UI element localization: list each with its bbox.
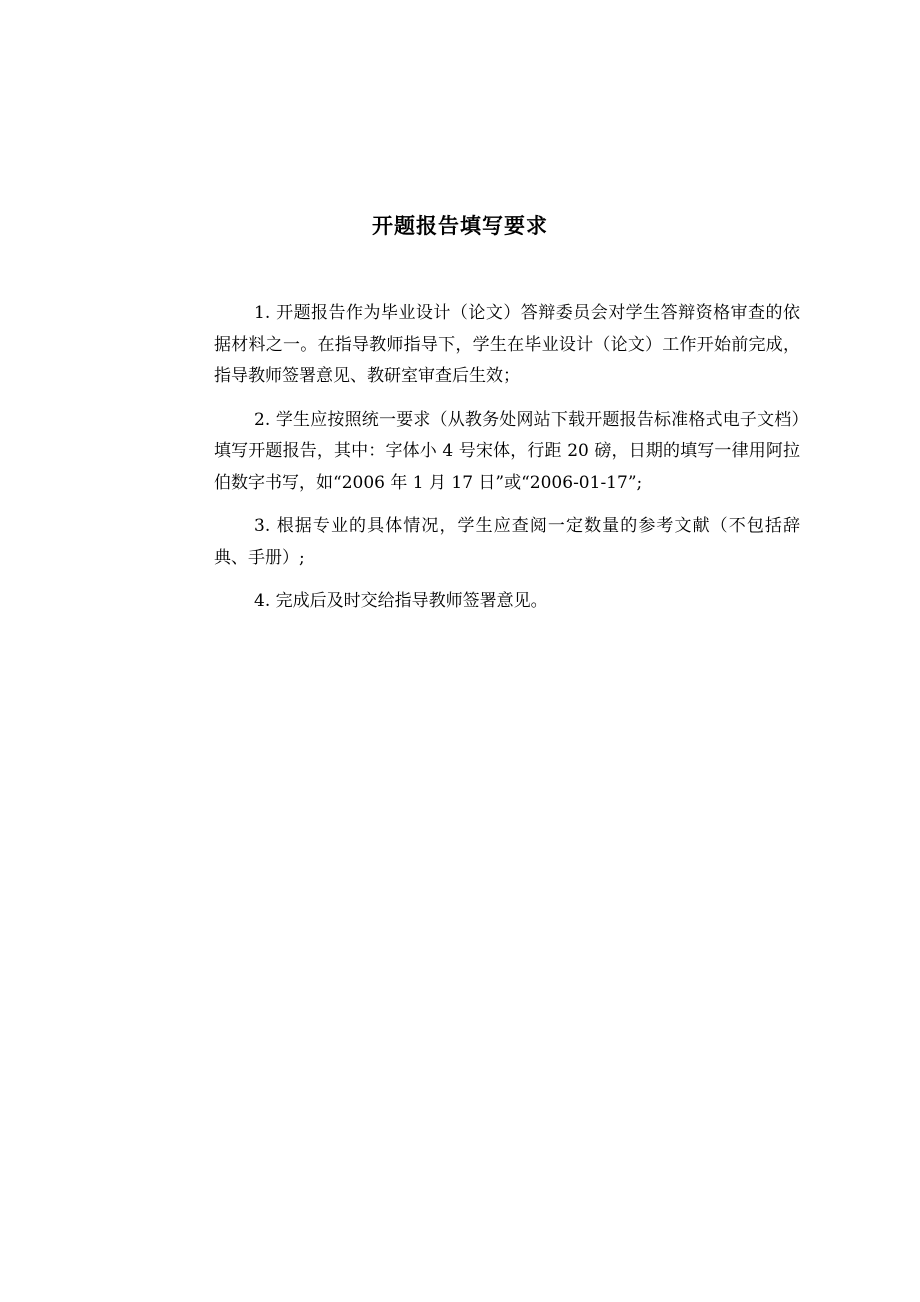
requirements-list [214, 298, 800, 630]
page-title: 开题报告填写要求 [372, 214, 548, 238]
requirement-item-1: 1. 开题报告作为毕业设计（论文）答辩委员会对学生答辩资格审查的依据材料之一。在指导教师指导下，学生在毕业设计（论文）工作开始前完成，指导教师签署意见、教研室审查后生效； [214, 303, 800, 386]
requirement-item-4: 4. 完成后及时交给指导教师签署意见。 [254, 591, 548, 611]
requirement-item-3: 3. 根据专业的具体情况，学生应查阅一定数量的参考文献（不包括辞典、手册）; [214, 516, 800, 568]
requirement-item-2: 2. 学生应按照统一要求（从教务处网站下载开题报告标准格式电子文档）填写开题报告，其中：字体小 4 号宋体，行距 20 磅，日期的填写一律用阿拉伯数字书写，如“2006 年 1 月 17 日”或“2006-01-17”; [214, 409, 800, 493]
